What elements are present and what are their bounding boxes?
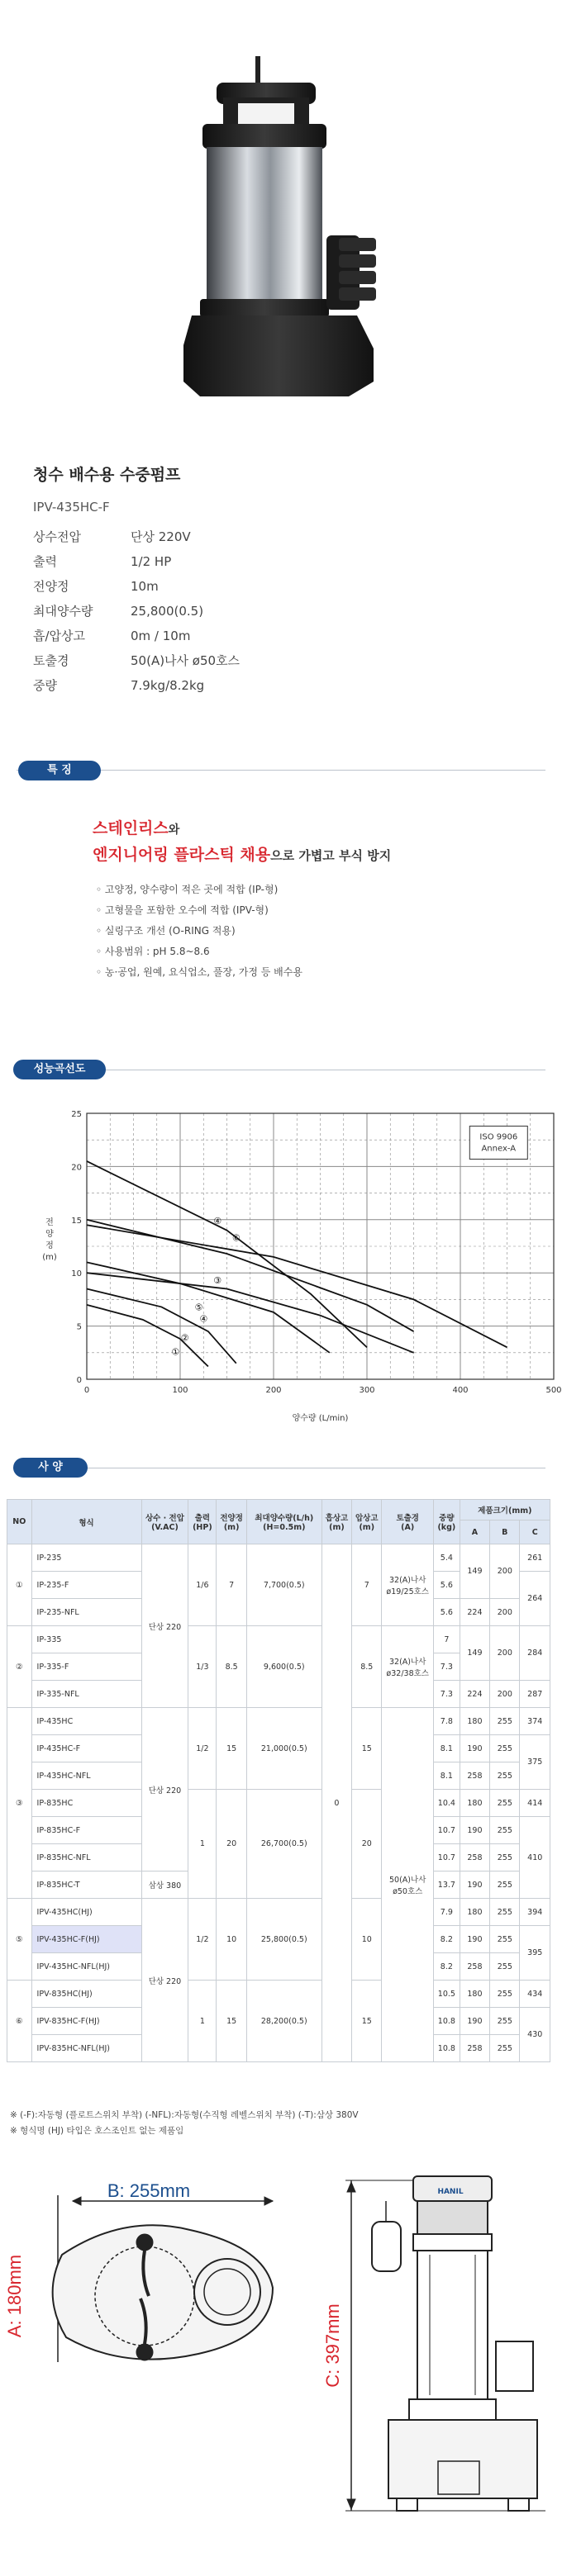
x-tick-label: 500 bbox=[545, 1386, 562, 1395]
spec-row: 상수전압 단상 220V bbox=[33, 529, 191, 544]
table-row: ⑤ IPV-435HC(HJ) 단상 220 1/2 10 25,800(0.5) 10 7.9 180 255 394 bbox=[7, 1899, 550, 1926]
product-model: IPV-435HC-F bbox=[33, 500, 110, 515]
series-label: ③ bbox=[213, 1275, 222, 1287]
list-item: ◦ 고형물을 포함한 오수에 적합 (IPV-형) bbox=[96, 904, 269, 916]
table-row: ① IP-235 단상 220 1/6 7 7,700(0.5) 0 7 32(A)나사 ø19/25호스 5.4 149 200 261 bbox=[7, 1544, 550, 1572]
series-line bbox=[87, 1305, 208, 1367]
spec-list bbox=[33, 524, 240, 698]
dimension-b-label: B: 255mm bbox=[107, 2180, 191, 2201]
series-label: ⑤ bbox=[194, 1302, 203, 1313]
dimension-drawing bbox=[0, 2164, 562, 2576]
y-axis-label: 정 bbox=[45, 1241, 54, 1250]
table-row: ⑥ IPV-835HC(HJ) 1 15 28,200(0.5) 15 10.5 180 255 434 bbox=[7, 1981, 550, 2008]
legend-box bbox=[469, 1126, 527, 1159]
table-notes: ※ (-F):자동형 (플로트스위치 부착) (-NFL):자동형(수직형 레벨스위치 부착) (-T):삼상 380V ※ 형식명 (HJ) 타입은 호스조인트 없는 제품임 bbox=[10, 2110, 359, 2136]
spec-row: 최대양수량 25,800(0.5) bbox=[33, 604, 204, 619]
spec-row: 토출경 50(A)나사 ø50호스 bbox=[33, 653, 241, 668]
features-headline: 스테인리스와 엔지니어링 플라스틱 채용으로 가볍고 부식 방지 bbox=[93, 819, 392, 864]
series-line bbox=[87, 1220, 414, 1331]
list-item: ◦ 실링구조 개선 (O-RING 적용) bbox=[96, 925, 236, 937]
spec-section-label: 사 양 bbox=[13, 1458, 88, 1478]
table-row: IPV-435HC-F(HJ) 8.2 190 255 395 bbox=[7, 1926, 550, 1953]
table-row: IP-435HC-F 8.1 190 255 375 bbox=[7, 1735, 550, 1762]
table-row: ② IP-335 1/3 8.5 9,600(0.5) 8.5 32(A)나사 ø32/38호스 7 149 200 284 bbox=[7, 1626, 550, 1653]
table-row: IP-835HC 1 20 26,700(0.5) 20 10.4 180 255 414 bbox=[7, 1790, 550, 1817]
series-label: ⑥ bbox=[231, 1232, 241, 1244]
table-row: IP-335-NFL 7.3 224 200 287 bbox=[7, 1681, 550, 1708]
x-axis-label: 양수량 (L/min) bbox=[292, 1414, 349, 1423]
table-row: IPV-435HC-NFL(HJ) 8.2 258 255 bbox=[7, 1953, 550, 1981]
dimension-c-label: C: 397mm bbox=[322, 2303, 343, 2388]
features-section-label: 특 징 bbox=[18, 761, 101, 780]
product-title: 청수 배수용 수중펌프 bbox=[33, 466, 181, 484]
x-tick-label: 300 bbox=[359, 1386, 375, 1395]
legend-entry: ISO 9906 bbox=[479, 1132, 518, 1142]
spec-row: 흡/압상고 0m / 10m bbox=[33, 629, 191, 643]
table-row: IP-435HC-NFL 8.1 258 255 bbox=[7, 1762, 550, 1790]
table-row: IP-835HC-T 삼상 380 13.7 190 255 bbox=[7, 1872, 550, 1899]
legend-entry: Annex-A bbox=[481, 1144, 517, 1154]
spec-row: 출력 1/2 HP bbox=[33, 554, 172, 569]
dimension-a-label: A: 180mm bbox=[4, 2254, 25, 2338]
y-tick-label: 10 bbox=[71, 1269, 82, 1279]
table-row: IP-835HC-F 10.7 190 255 410 bbox=[7, 1817, 550, 1844]
series-label: ① bbox=[171, 1346, 180, 1358]
y-tick-label: 15 bbox=[71, 1216, 82, 1226]
feature-bullets bbox=[96, 880, 302, 983]
x-tick-label: 400 bbox=[452, 1386, 469, 1395]
y-tick-label: 25 bbox=[71, 1110, 82, 1119]
spec-row: 중량 7.9kg/8.2kg bbox=[33, 678, 205, 693]
table-row: IPV-835HC-NFL(HJ) 10.8 258 255 bbox=[7, 2035, 550, 2062]
product-photo bbox=[0, 0, 562, 429]
x-tick-label: 100 bbox=[172, 1386, 188, 1395]
spec-row: 전양정 10m bbox=[33, 579, 159, 594]
series-label: ② bbox=[180, 1332, 189, 1344]
y-tick-label: 5 bbox=[76, 1322, 82, 1332]
spec-table: NO 형식 상수 · 전압 (V.AC) 출력 (HP) 전양정 (m) 최대양수량(L/h) (H=0.5m) 흡상고 (m) 압상고 (m) 토출경 (A) 중량 (kg) 제품크기(mm) A B C ① IP-235 단상 220 1/6 7 7,700(0.5) 0 7 32(A)나사 ø19/25호스 5.4 149 200 261 IP-235-F 5.6 264 IP-235-NFL 5.6 224 200 ② IP-335 1/3 8.5 9,600(0.5) 8.5 32(A)나사 ø32/38호스 7 149 200 284 IP-335-F 7.3 IP-335-NFL 7.3 224 200 287 ③ IP-435HC 단상 220 1/2 15 21,000(0.5) 15 50(A)나사 ø50호스 7.8 180 255 374 IP-435HC-F 8.1 190 255 375 IP-435HC-NFL 8.1 258 255 IP-835HC 1 20 26,700(0.5) 20 10.4 180 255 414 IP-835HC-F 10.7 190 255 410 IP-835HC-NFL 10.7 258 255 IP-835HC-T 삼상 380 13.7 190 255 ⑤ IPV-435HC(HJ) 단상 220 1/2 10 25,800(0.5) 10 7.9 180 255 394 IPV-435HC-F(HJ) 8.2 190 255 395 IPV-435HC-NFL(HJ) 8.2 258 255 ⑥ IPV-835HC(HJ) 1 15 28,200(0.5) 15 10.5 180 255 434 IPV-835HC-F(HJ) 10.8 190 255 430 IPV-835HC-NFL(HJ) 10.8 258 255 bbox=[7, 1499, 550, 2062]
side-view-drawing bbox=[345, 2176, 545, 2511]
list-item: ◦ 농·공업, 원예, 요식업소, 풀장, 가정 등 배수용 bbox=[96, 966, 302, 978]
list-item: ◦ 사용범위 : pH 5.8~8.6 bbox=[96, 946, 210, 957]
x-tick-label: 200 bbox=[265, 1386, 282, 1395]
y-axis-label: 양 bbox=[45, 1230, 54, 1239]
x-tick-label: 0 bbox=[83, 1386, 90, 1395]
table-row: IP-835HC-NFL 10.7 258 255 bbox=[7, 1844, 550, 1872]
performance-section-label: 성능곡선도 bbox=[13, 1060, 106, 1079]
y-axis-label: (m) bbox=[42, 1253, 57, 1262]
y-tick-label: 20 bbox=[71, 1163, 82, 1173]
series-label: ④ bbox=[199, 1313, 208, 1325]
table-row: ③ IP-435HC 단상 220 1/2 15 21,000(0.5) 15 50(A)나사 ø50호스 7.8 180 255 374 bbox=[7, 1708, 550, 1735]
brand-logo: HANIL bbox=[437, 2188, 464, 2196]
y-axis-label: 전 bbox=[45, 1218, 54, 1227]
list-item: ◦ 고양정, 양수량이 적은 곳에 적합 (IP-형) bbox=[96, 884, 279, 895]
top-view-drawing bbox=[53, 2195, 273, 2362]
table-row: IPV-835HC-F(HJ) 10.8 190 255 430 bbox=[7, 2008, 550, 2035]
performance-chart bbox=[17, 1098, 562, 1429]
series-label: ④ bbox=[213, 1215, 222, 1226]
table-row: IP-235-NFL 5.6 224 200 bbox=[7, 1599, 550, 1626]
table-row: IP-335-F 7.3 bbox=[7, 1653, 550, 1681]
table-row: IP-235-F 5.6 264 bbox=[7, 1572, 550, 1599]
y-tick-label: 0 bbox=[76, 1376, 82, 1385]
